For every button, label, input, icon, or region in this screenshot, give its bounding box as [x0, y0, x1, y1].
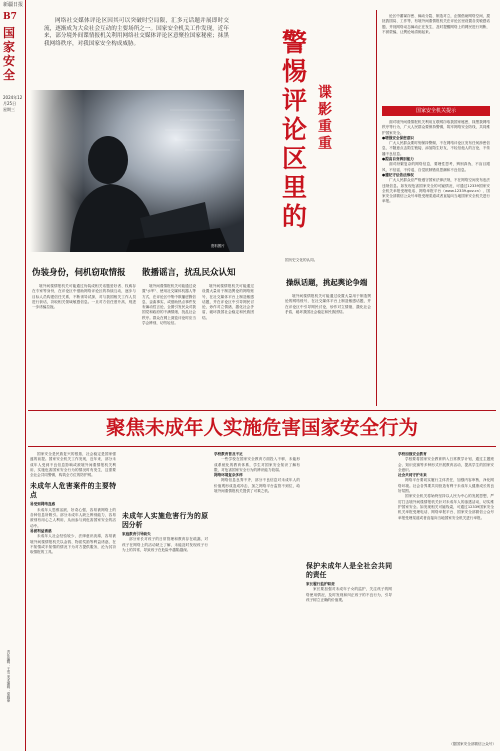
main-column-4: [306, 452, 392, 742]
section-3-item-3-head: 社会共同守护未来: [398, 473, 427, 478]
tip-text-2: 面对纷繁复杂的网络信息，要理性思考，辨别真伪，不盲目跟风，不信谣、不传谣，自觉抵制错误思潮和不良信息。: [382, 162, 490, 172]
feature-column-a-text: 论区中蓄谋窃密、煽动分裂、制造对立，企图借助网络空间，搅扰我国局、工作等，有境外间谍情报机关在评论区里设置各类敏感话题，并视网络动态煽动正在发生，及时提醒网络上的网民进行判断，不被蒙骗，让舆论场清朗起来。: [382, 14, 490, 34]
section-3-item-2-text: 学校要将国家安全教育纳入日常教学计划，通过主题班会、知识竞赛等多种形式开展教育活动，提高学生的国家安全意识。: [398, 457, 494, 472]
article-3-text: 境外间谍情报机关可能通过设置大量用于制造舆论的网络账号，在社交媒体平台上制造敏感话题，并在评论区中引导网民讨论，炒作对立情绪，激化社会矛盾，破坏我国社会稳定和民族团结。: [285, 294, 371, 314]
hacker-photo: [30, 90, 244, 252]
article-1-text: 境外间谍情报机关可能通过伪装成相关话题爱好者、权威存在专家等身份，在评论区中借助网络评论区的持续互动，逐步与目标人员构建信任关系，不断诱导试探，对与我国相关工作人员进行套话，窃取相关领域敏感信息。一旦对方信任度升高，则进一步诱骗拉拢。: [32, 284, 136, 310]
section-1-item-2-head: 易被利益诱惑: [30, 528, 52, 533]
tip-block-2: [382, 157, 490, 173]
main-column-1: [30, 452, 116, 742]
main-title-rule-top: [28, 410, 496, 411]
section-1-item-2-text: 未成年人社会经验较少，法律意识淡薄，容易被境外间谍情报机关以金钱、物质奖励等利益诱惑，在不知情或半知情的情况下为对方提供服务，沦为其窃取情报的工具。: [30, 534, 116, 555]
section-3-item-2-head: 学校加强安全教育: [398, 452, 427, 456]
photo-credit: 资料图片: [211, 244, 225, 248]
article-source: （据国家安全部微信公众号）: [449, 742, 496, 746]
feature-title: 警惕评论区里的: [282, 28, 308, 231]
issue-weekday: 星期三: [3, 107, 15, 112]
page-number: B7: [3, 12, 17, 22]
section-name: 国家安全: [3, 26, 16, 82]
right-column-divider: [376, 10, 377, 406]
main-column-5: [398, 452, 494, 740]
main-column-2: [122, 452, 208, 742]
tip-text-3: 广大人民群众应严格遵守国家法律法规，不在网络空间发布违法违规信息。如发现危害国家安全的可疑情况，可通过12339国家安全机关举报受理电话、网络举报平台（www.12339.gov.cn）、国家安全部微信公众号举报受理渠道或者直接向当地国家安全机关进行举报。: [382, 178, 490, 204]
section-1-item-1-head: 易受到网络蛊惑: [30, 502, 56, 507]
tip-head-2: ●提高自身辨别能力: [382, 157, 414, 162]
tip-head-1: ●增强安全保密意识: [382, 135, 414, 140]
section-2-item-2-head: 学校教育普及不足: [214, 452, 243, 456]
brand-name: 新疆日报: [3, 2, 24, 8]
article-3-body: [285, 294, 371, 406]
section-3-item-1-head: 家长履行监护职责: [306, 582, 335, 586]
section-1-item-1-text: 未成年人思维活跃，好奇心强，容易被网络上的各种信息所吸引。部分未成年人缺乏辨别能力，容易被别有用心之人利用，从而参与到危害国家安全的活动中。: [30, 507, 116, 528]
issue-date: 2024年12月25日: [3, 95, 23, 106]
section-3-head: 保护未成年人是全社会共同的责任: [306, 562, 392, 579]
article-2-body-a: [142, 284, 196, 406]
article-2-title: 散播谣言，扰乱民众认知: [142, 268, 236, 278]
article-1-title: 伪装身份，伺机窃取情报: [32, 268, 126, 278]
section-2-head: 未成年人实施危害行为的原因分析: [122, 512, 208, 529]
main-article-title: 聚焦未成年人实施危害国家安全行为: [105, 416, 418, 439]
main-lead: 国家安全是民族复兴的根基，社会稳定是国家强盛的前提。国家安全机关工作发现，近年来，部分未成年人受到不良信息影响或被境外间谍情报机关利用，实施危害国家安全行为的情况时有发生，这需要全社会共同警惕，构筑全方位的防护网。: [30, 452, 116, 478]
main-closing: 国家安全机关将始终坚持以人民为中心的发展思想，严厉打击境外间谍情报机关针对未成年人的渗透活动，切实维护国家安全。如发现相关可疑线索，可通过12339国家安全机关举报受理电话、网络举报平台、国家安全部微信公众号举报受理渠道或者直接向当地国家安全机关进行举报。: [398, 494, 494, 520]
article-2-text: 境外间谍情报机关可能通过设置"水军"、使用社交媒体机器人等方式，在评论区中集中散播虚假信息、歪曲事实，或借助热点事件发布煽动性言论，企图引发民众对我国党和政府的不满情绪，扰乱社会秩序。群众在网上浏览评论时应当学会辨别，切勿轻信。: [142, 284, 196, 326]
date-block: [3, 95, 25, 113]
main-column-3: [214, 452, 300, 742]
tip-head-3: ●遵纪守法依法维权: [382, 172, 414, 177]
section-2-item-3-head: 网络环境复杂多样: [214, 473, 243, 478]
article-3-title: 操纵话题，挑起舆论争端: [286, 278, 368, 287]
tips-box-header: 国家安全机关提示: [382, 106, 490, 116]
top-tail: [285, 258, 371, 270]
main-title-rule-bottom: [28, 446, 496, 447]
article-1-body: [32, 284, 136, 406]
editor-credit: 责任编辑：王雪 美术编辑：梁雅丽: [6, 650, 10, 703]
tip-block-3: [382, 173, 490, 205]
article-2-continued-text: 境外间谍情报机关可能通过设置大量用于制造舆论的网络账号，在社交媒体平台上制造敏感话题，并在评论区中引导网民讨论，炒作对立情绪，激化社会矛盾，破坏我国社会稳定和民族团结。: [202, 284, 254, 320]
section-2-item-2-text: 一些学校在国家安全教育方面投入不够，未能形成系统化的教育体系，学生对国家安全知识了解有限，对危害国家安全行为的辨识能力较弱。: [214, 457, 300, 472]
feature-column-a: [382, 14, 490, 102]
tip-text-1: 广大人民群众要时刻保持警惕，不在网络评论区发布任何涉密信息，不随意点击陌生链接、添加陌生好友，不轻信他人的言论，不传播不良信息。: [382, 141, 490, 156]
intro-text: 网络社交媒体评论区因其可以突破时空局限，汇多元话题并展即时交流，逐渐成为大众社会互动的主要场所之一。国家安全机关工作发现，近年来，部分境外间谍情报机关利用网络社交媒体评论区意聚拉国家秘密；抹黑我网络秩序，对我国家安全构成威胁。: [44, 18, 229, 47]
section-3-item-3-text: 网络平台要切实履行主体责任，加强内容审核，净化网络环境。社会各界要共同营造有利于未成年人健康成长的良好氛围。: [398, 478, 494, 494]
tips-column: [382, 120, 490, 405]
section-3-item-1-text: 家长要加强对未成年子女的监护，关注孩子的网络使用情况，及时发现和纠正孩子的不良行为，引导孩子树立正确的价值观。: [306, 587, 392, 602]
hacker-silhouette-image: [30, 90, 244, 252]
section-2-item-1-head: 家庭教育引导缺失: [122, 532, 151, 536]
strip-divider: [25, 0, 26, 751]
top-tail-text: 国历史文化的认同。: [285, 258, 318, 262]
article-2-body-b: [202, 284, 254, 406]
section-2-item-3-text: 网络信息良莠不齐，部分不良信息对未成年人的价值观形成造成冲击，加之网络平台监管不到位，给境外间谍情报机关提供了可乘之机。: [214, 478, 300, 494]
feature-kicker: 谍影重重: [318, 85, 332, 152]
masthead-strip: [0, 0, 26, 751]
section-1-head: 未成年人危害案件的主要特点: [30, 482, 116, 499]
tips-intro: 面对境外间谍情报机关利用互联网窃取我国家秘密，抹黑我网络秩序等行为，广大人民群众要保持警惕，筑牢网络安全防线，共同维护国家安全。: [382, 120, 490, 135]
tip-block-1: [382, 136, 490, 157]
intro-paragraph: [44, 18, 229, 84]
section-2-item-1-text: 部分家长对孩子的日常管理和教育存在疏漏，对孩子在网络上的活动缺乏了解，未能及时发现孩子行为上的异常，导致孩子在危险中越陷越深。: [122, 537, 208, 552]
